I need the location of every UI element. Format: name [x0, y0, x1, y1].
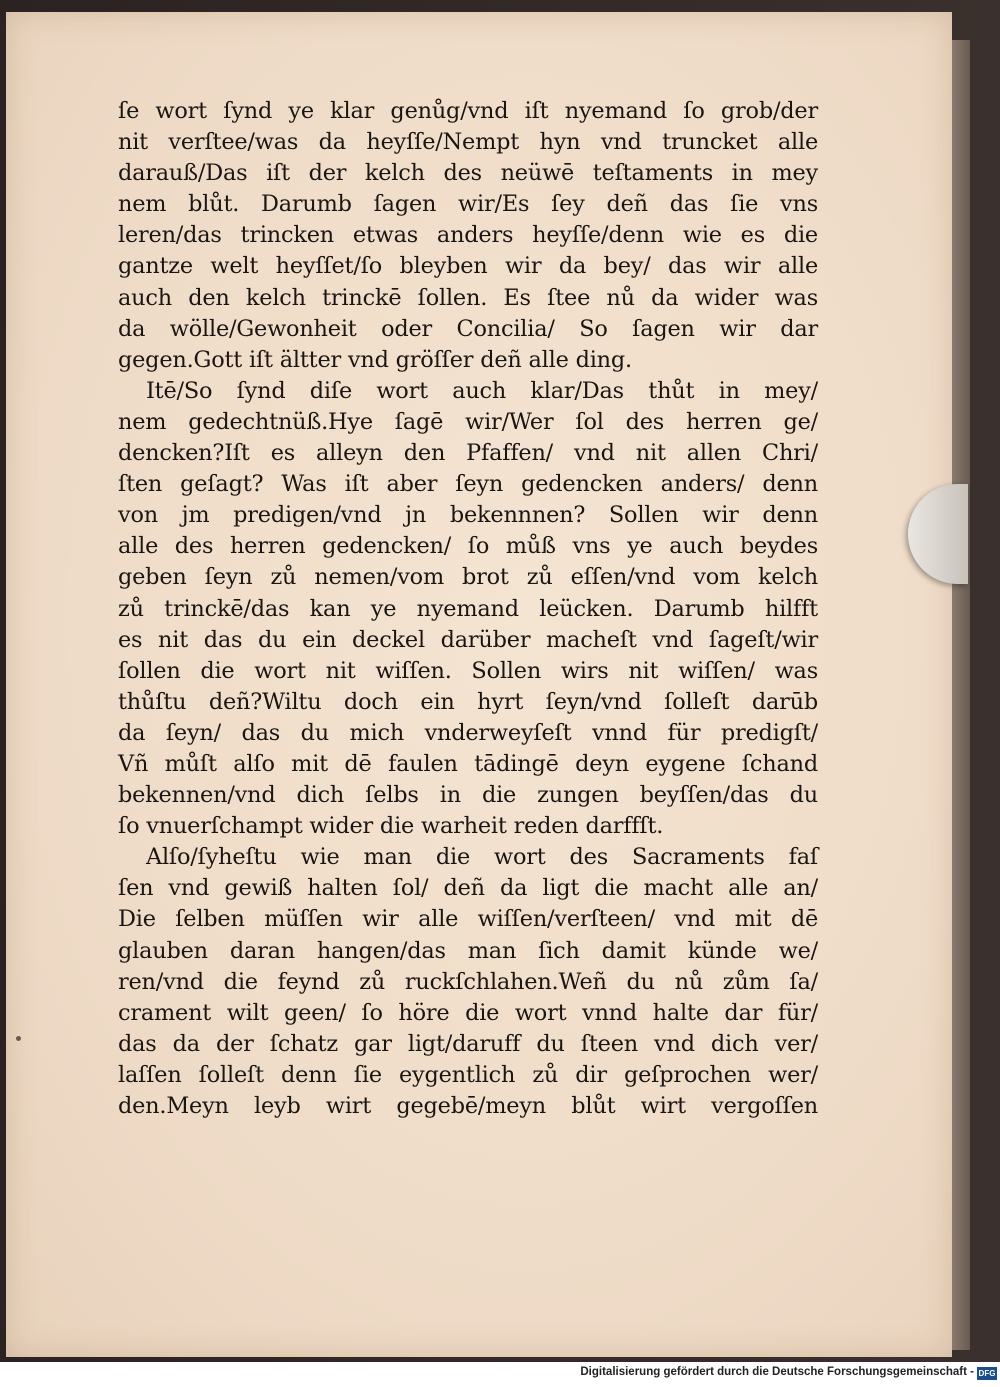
- text-line: alle des herren gedencken/ ſo můß vns ye auch beydes: [118, 533, 818, 560]
- text-line: ren/vnd die feynd zů ruckſchlahen.Weñ du nů zům ſa/: [118, 968, 818, 995]
- text-line: da wölle/Gewonheit oder Concilia/ So ſagen wir dar: [118, 315, 818, 342]
- page-edge-shadow: [952, 40, 970, 1350]
- text-line: Die ſelben müſſen wir alle wiſſen/verſteen/ vnd mit dē: [118, 906, 818, 933]
- text-line: da ſeyn/ das du mich vnderweyſeſt vnnd für predigſt/: [118, 719, 818, 746]
- text-line: ſen vnd gewiß halten ſol/ deñ da ligt die macht alle an/: [118, 875, 818, 902]
- text-line: nem gedechtnüß.Hye ſagē wir/Wer ſol des herren ge/: [118, 408, 818, 435]
- dfg-logo[interactable]: DFG: [978, 1369, 996, 1378]
- text-line: ſo vnuerſchampt wider die warheit reden darffſt.: [118, 813, 664, 840]
- funding-credit: Digitalisierung gefördert durch die Deutsche Forschungsgemeinschaft -: [580, 1366, 974, 1378]
- text-line: bekennen/vnd dich ſelbs in die zungen beyſſen/das du: [118, 782, 818, 809]
- text-line: nem blůt. Darumb ſagen wir/Es ſey deñ das ſie vns: [118, 191, 818, 218]
- text-line: dencken?Iſt es alleyn den Pfaffen/ vnd nit allen Chri/: [118, 440, 818, 467]
- page-text: [118, 96, 818, 1122]
- text-line: zů trinckē/das kan ye nyemand leücken. Darumb hilfft: [118, 595, 818, 622]
- text-line: glauben daran hangen/das man ſich damit künde we/: [118, 937, 818, 964]
- text-line: ſe wort ſynd ye klar genůg/vnd iſt nyemand ſo grob/der: [118, 98, 818, 124]
- text-line: leren/das trincken etwas anders heyſſe/denn wie es die: [118, 222, 818, 249]
- text-line: crament wilt geen/ ſo höre die wort vnnd halte dar für/: [118, 999, 818, 1026]
- text-line: thůſtu deñ?Wiltu doch ein hyrt ſeyn/vnd ſolleſt darūb: [118, 688, 818, 715]
- footer-bar: [0, 1362, 1000, 1387]
- text-line: ſten geſagt? Was iſt aber ſeyn gedencken anders/ denn: [118, 471, 818, 498]
- text-line: gegen.Gott iſt ältter vnd gröſſer deñ alle ding.: [118, 346, 632, 373]
- text-line: nit verſtee/was da heyſſe/Nempt hyn vnd truncket alle: [118, 129, 818, 156]
- text-line: es nit das du ein deckel darüber macheſt vnd ſageſt/wir: [118, 626, 818, 653]
- text-line: von jm predigen/vnd jn bekennnen? Sollen wir denn: [118, 502, 818, 529]
- text-line: Alſo/ſyheſtu wie man die wort des Sacraments faſ: [146, 844, 818, 871]
- text-line: darauß/Das iſt der kelch des neüwē teſtaments in mey: [118, 160, 818, 187]
- text-line: Vñ můſt alſo mit dē faulen tādingē deyn eygene ſchand: [118, 750, 818, 777]
- text-line: gantze welt heyſſet/ſo bleyben wir da bey/ das wir alle: [118, 253, 818, 280]
- text-line: das da der ſchatz gar ligt/daruff du ſteen vnd dich ver/: [118, 1030, 818, 1057]
- text-line: den.Meyn leyb wirt gegebē/meyn blůt wirt vergoſſen: [118, 1093, 818, 1119]
- text-line: laſſen ſolleſt denn ſie eygentlich zů dir geſprochen wer/: [118, 1061, 818, 1088]
- text-line: Itē/So ſynd diſe wort auch klar/Das thůt in mey/: [146, 377, 818, 404]
- text-line: geben ſeyn zů nemen/vom brot zů eſſen/vnd vom kelch: [118, 564, 818, 591]
- margin-mark: [16, 1036, 21, 1041]
- text-line: ſollen die wort nit wiſſen. Sollen wirs nit wiſſen/ was: [118, 657, 818, 684]
- text-line: auch den kelch trinckē ſollen. Es ſtee nů da wider was: [118, 284, 818, 311]
